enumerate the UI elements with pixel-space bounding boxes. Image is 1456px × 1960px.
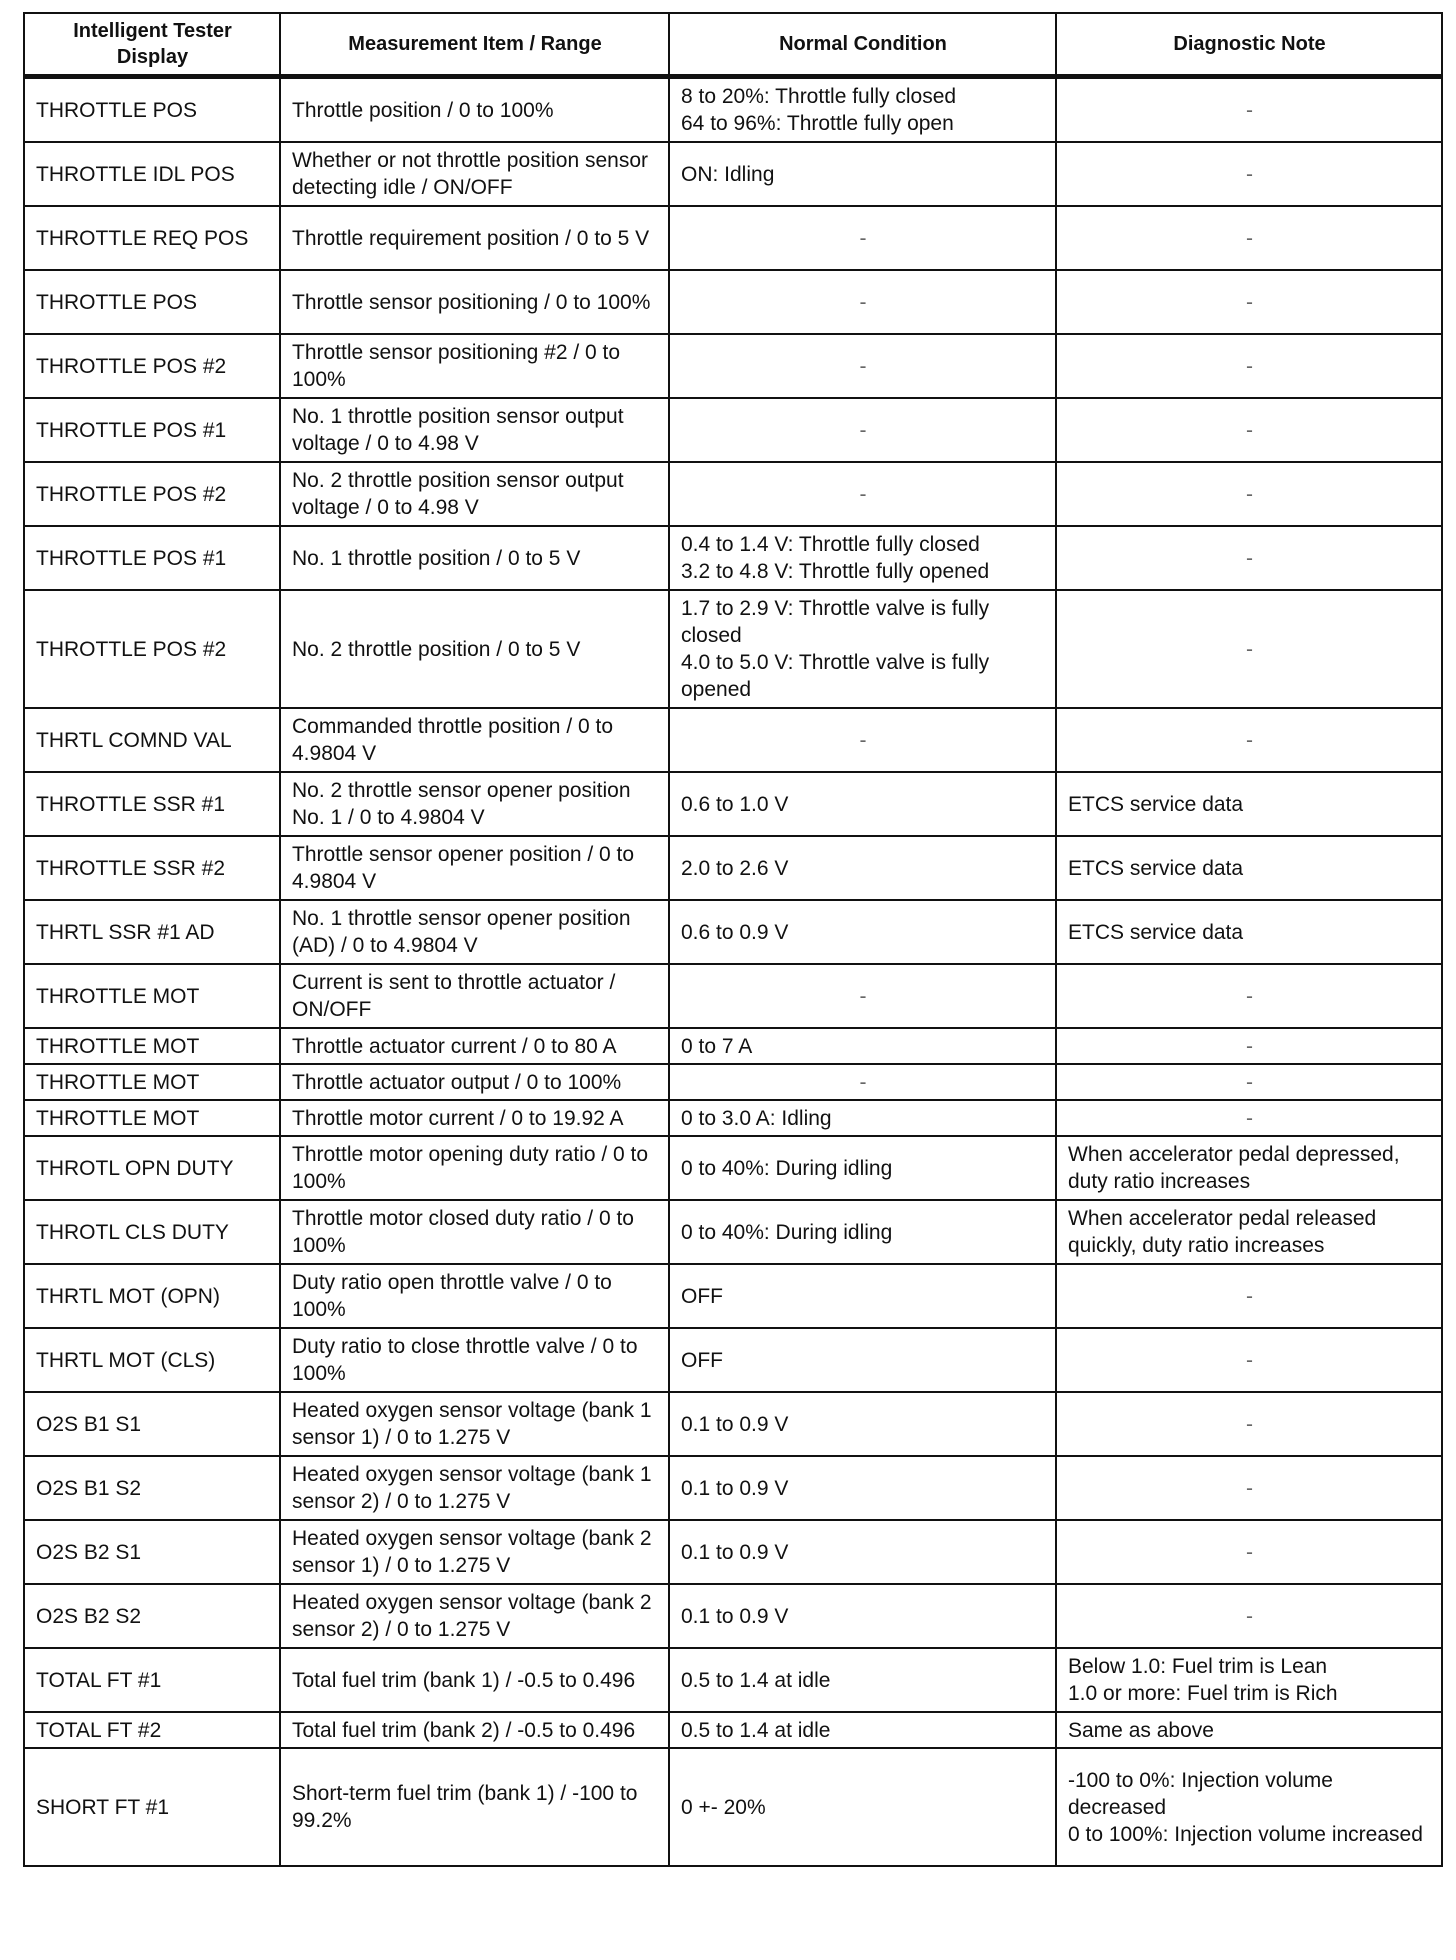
measurement-item-cell (280, 1456, 669, 1520)
cell-text: No. 1 throttle position / 0 to 5 V (292, 546, 581, 570)
table-row (24, 964, 1442, 1028)
cell-text: ETCS service data (1068, 792, 1244, 816)
measurement-item-cell (280, 590, 669, 708)
tester-display-cell (24, 1584, 280, 1648)
cell-text: SHORT FT #1 (36, 1795, 170, 1819)
diagnostic-note-cell (1056, 206, 1442, 270)
cell-text: O2S B2 S1 (36, 1540, 142, 1564)
cell-text: Same as above (1068, 1718, 1214, 1742)
tester-display-cell (24, 77, 280, 143)
cell-text: -100 to 0%: Injection volume decreased 0 to 100%: Injection volume increased (1068, 1768, 1423, 1846)
cell-text: When accelerator pedal depressed, duty ratio increases (1068, 1143, 1400, 1193)
cell-text: - (1246, 1412, 1253, 1436)
cell-text: OFF (681, 1348, 723, 1372)
cell-text: - (1246, 637, 1253, 661)
cell-text: THROTTLE POS #2 (36, 637, 227, 661)
tester-display-cell (24, 1136, 280, 1200)
table-row (24, 1392, 1442, 1456)
table-row (24, 772, 1442, 836)
normal-condition-cell (669, 1064, 1056, 1100)
cell-text: Commanded throttle position / 0 to 4.9804 V (292, 715, 614, 765)
cell-text: - (1246, 354, 1253, 378)
diagnostic-note-cell (1056, 270, 1442, 334)
tester-display-cell (24, 398, 280, 462)
normal-condition-cell (669, 964, 1056, 1028)
diagnostic-note-cell (1056, 77, 1442, 143)
header-tester-display: Intelligent Tester Display (24, 13, 280, 77)
table-row (24, 836, 1442, 900)
diagnostic-note-cell (1056, 1712, 1442, 1748)
normal-condition-cell (669, 1100, 1056, 1136)
normal-condition-cell (669, 900, 1056, 964)
table-row (24, 1520, 1442, 1584)
cell-text: - (1246, 984, 1253, 1008)
cell-text: TOTAL FT #2 (36, 1718, 162, 1742)
cell-text: Throttle motor current / 0 to 19.92 A (292, 1106, 624, 1130)
normal-condition-cell (669, 1520, 1056, 1584)
table-row (24, 1064, 1442, 1100)
cell-text: Short-term fuel trim (bank 1) / -100 to 99.2% (292, 1782, 638, 1832)
cell-text: Total fuel trim (bank 2) / -0.5 to 0.496 (292, 1718, 636, 1742)
measurement-item-cell (280, 270, 669, 334)
cell-text: - (1246, 1540, 1253, 1564)
table-row (24, 206, 1442, 270)
normal-condition-cell (669, 772, 1056, 836)
tester-display-cell (24, 964, 280, 1028)
diagnostic-note-cell (1056, 142, 1442, 206)
table-row (24, 1456, 1442, 1520)
diagnostic-note-cell (1056, 1064, 1442, 1100)
cell-text: THROTTLE SSR #1 (36, 792, 226, 816)
cell-text: When accelerator pedal released quickly, duty ratio increases (1068, 1207, 1377, 1257)
measurement-item-cell (280, 964, 669, 1028)
cell-text: No. 2 throttle position sensor output voltage / 0 to 4.98 V (292, 469, 624, 519)
normal-condition-cell (669, 142, 1056, 206)
cell-text: - (859, 482, 867, 506)
diagnostic-note-cell (1056, 526, 1442, 590)
diagnostic-note-cell (1056, 900, 1442, 964)
diagnostic-note-cell (1056, 1028, 1442, 1064)
table-row (24, 1136, 1442, 1200)
cell-text: THROTTLE IDL POS (36, 162, 235, 186)
cell-text: Throttle motor opening duty ratio / 0 to 100% (292, 1143, 649, 1193)
normal-condition-cell (669, 1456, 1056, 1520)
tester-display-cell (24, 270, 280, 334)
table-row (24, 1028, 1442, 1064)
cell-text: - (859, 354, 867, 378)
cell-text: 1.7 to 2.9 V: Throttle valve is fully closed 4.0 to 5.0 V: Throttle valve is fully opened (681, 597, 990, 701)
cell-text: 8 to 20%: Throttle fully closed 64 to 96%: Throttle fully open (681, 85, 957, 135)
cell-text: 0.1 to 0.9 V (681, 1412, 789, 1436)
table-row (24, 270, 1442, 334)
cell-text: 0.6 to 0.9 V (681, 920, 789, 944)
cell-text: - (1246, 162, 1253, 186)
diagnostic-data-table (23, 12, 1443, 1867)
header-diagnostic-note: Diagnostic Note (1056, 13, 1442, 77)
normal-condition-cell (669, 708, 1056, 772)
normal-condition-cell (669, 1328, 1056, 1392)
cell-text: No. 1 throttle sensor opener position (AD) / 0 to 4.9804 V (292, 907, 631, 957)
cell-text: OFF (681, 1284, 723, 1308)
cell-text: Throttle sensor opener position / 0 to 4.9804 V (292, 843, 635, 893)
cell-text: - (1246, 1476, 1253, 1500)
cell-text: - (859, 1070, 867, 1094)
cell-text: THRTL COMND VAL (36, 728, 232, 752)
measurement-item-cell (280, 1648, 669, 1712)
cell-text: 0.6 to 1.0 V (681, 792, 789, 816)
tester-display-cell (24, 1328, 280, 1392)
cell-text: O2S B2 S2 (36, 1604, 142, 1628)
cell-text: THROTTLE POS (36, 290, 198, 314)
table-row (24, 1748, 1442, 1866)
cell-text: THROTTLE POS #1 (36, 546, 227, 570)
cell-text: No. 1 throttle position sensor output voltage / 0 to 4.98 V (292, 405, 624, 455)
table-row (24, 1200, 1442, 1264)
diagnostic-note-cell (1056, 1392, 1442, 1456)
measurement-item-cell (280, 398, 669, 462)
normal-condition-cell (669, 398, 1056, 462)
table-row (24, 1100, 1442, 1136)
cell-text: THRTL MOT (CLS) (36, 1348, 216, 1372)
normal-condition-cell (669, 77, 1056, 143)
tester-display-cell (24, 1456, 280, 1520)
tester-display-cell (24, 334, 280, 398)
table-row (24, 526, 1442, 590)
cell-text: THROTL OPN DUTY (36, 1156, 234, 1180)
cell-text: TOTAL FT #1 (36, 1668, 162, 1692)
normal-condition-cell (669, 206, 1056, 270)
measurement-item-cell (280, 1200, 669, 1264)
tester-display-cell (24, 1100, 280, 1136)
cell-text: - (1246, 226, 1253, 250)
cell-text: - (1246, 1034, 1253, 1058)
cell-text: THROTTLE MOT (36, 1106, 200, 1130)
cell-text: THROTTLE REQ POS (36, 226, 249, 250)
diagnostic-note-cell (1056, 1520, 1442, 1584)
normal-condition-cell (669, 1392, 1056, 1456)
cell-text: - (1246, 1348, 1253, 1372)
cell-text: Throttle position / 0 to 100% (292, 98, 554, 122)
cell-text: 0 to 40%: During idling (681, 1156, 893, 1180)
normal-condition-cell (669, 526, 1056, 590)
cell-text: Throttle sensor positioning / 0 to 100% (292, 290, 651, 314)
table-row (24, 398, 1442, 462)
diagnostic-note-cell (1056, 1264, 1442, 1328)
cell-text: THRTL MOT (OPN) (36, 1284, 220, 1308)
tester-display-cell (24, 836, 280, 900)
header-normal-condition: Normal Condition (669, 13, 1056, 77)
diagnostic-note-cell (1056, 1200, 1442, 1264)
cell-text: THROTTLE MOT (36, 1070, 200, 1094)
tester-display-cell (24, 708, 280, 772)
cell-text: - (1246, 418, 1253, 442)
cell-text: Heated oxygen sensor voltage (bank 1 sensor 2) / 0 to 1.275 V (292, 1463, 652, 1513)
cell-text: ON: Idling (681, 162, 775, 186)
measurement-item-cell (280, 1584, 669, 1648)
tester-display-cell (24, 1028, 280, 1064)
tester-display-cell (24, 142, 280, 206)
diagnostic-note-cell (1056, 590, 1442, 708)
measurement-item-cell (280, 772, 669, 836)
diagnostic-note-cell (1056, 1456, 1442, 1520)
cell-text: ETCS service data (1068, 920, 1244, 944)
diagnostic-note-cell (1056, 1748, 1442, 1866)
tester-display-cell (24, 1392, 280, 1456)
normal-condition-cell (669, 334, 1056, 398)
cell-text: Throttle motor closed duty ratio / 0 to 100% (292, 1207, 634, 1257)
measurement-item-cell (280, 1328, 669, 1392)
measurement-item-cell (280, 900, 669, 964)
cell-text: - (859, 728, 867, 752)
cell-text: 0 to 7 A (681, 1034, 753, 1058)
tester-display-cell (24, 1264, 280, 1328)
cell-text: 2.0 to 2.6 V (681, 856, 789, 880)
tester-display-cell (24, 1648, 280, 1712)
normal-condition-cell (669, 270, 1056, 334)
measurement-item-cell (280, 526, 669, 590)
cell-text: O2S B1 S1 (36, 1412, 142, 1436)
diagnostic-note-cell (1056, 1648, 1442, 1712)
measurement-item-cell (280, 1264, 669, 1328)
tester-display-cell (24, 590, 280, 708)
cell-text: Heated oxygen sensor voltage (bank 2 sensor 2) / 0 to 1.275 V (292, 1591, 652, 1641)
diagnostic-note-cell (1056, 462, 1442, 526)
cell-text: ETCS service data (1068, 856, 1244, 880)
normal-condition-cell (669, 1748, 1056, 1866)
cell-text: - (1246, 290, 1253, 314)
tester-display-cell (24, 1712, 280, 1748)
cell-text: Below 1.0: Fuel trim is Lean 1.0 or more: Fuel trim is Rich (1068, 1655, 1338, 1705)
cell-text: Throttle actuator current / 0 to 80 A (292, 1034, 617, 1058)
diagnostic-note-cell (1056, 1136, 1442, 1200)
measurement-item-cell (280, 462, 669, 526)
cell-text: - (1246, 1284, 1253, 1308)
table-row (24, 1328, 1442, 1392)
diagnostic-note-cell (1056, 1584, 1442, 1648)
tester-display-cell (24, 772, 280, 836)
measurement-item-cell (280, 1392, 669, 1456)
cell-text: 0 to 40%: During idling (681, 1220, 893, 1244)
cell-text: THROTTLE POS (36, 98, 198, 122)
cell-text: 0.5 to 1.4 at idle (681, 1718, 831, 1742)
table-row (24, 1712, 1442, 1748)
measurement-item-cell (280, 1100, 669, 1136)
cell-text: - (1246, 728, 1253, 752)
diagnostic-note-cell (1056, 398, 1442, 462)
cell-text: Throttle actuator output / 0 to 100% (292, 1070, 622, 1094)
measurement-item-cell (280, 1136, 669, 1200)
cell-text: Current is sent to throttle actuator / ON/OFF (292, 971, 616, 1021)
cell-text: THROTTLE MOT (36, 984, 200, 1008)
measurement-item-cell (280, 1748, 669, 1866)
cell-text: - (859, 984, 867, 1008)
cell-text: THROTTLE POS #1 (36, 418, 227, 442)
measurement-item-cell (280, 206, 669, 270)
cell-text: THROTTLE MOT (36, 1034, 200, 1058)
tester-display-cell (24, 1200, 280, 1264)
cell-text: Total fuel trim (bank 1) / -0.5 to 0.496 (292, 1668, 636, 1692)
tester-display-cell (24, 1064, 280, 1100)
cell-text: - (1246, 1070, 1253, 1094)
cell-text: 0.5 to 1.4 at idle (681, 1668, 831, 1692)
cell-text: Throttle sensor positioning #2 / 0 to 100% (292, 341, 621, 391)
normal-condition-cell (669, 1584, 1056, 1648)
cell-text: - (859, 226, 867, 250)
normal-condition-cell (669, 1136, 1056, 1200)
cell-text: THROTTLE POS #2 (36, 482, 227, 506)
measurement-item-cell (280, 77, 669, 143)
cell-text: Whether or not throttle position sensor detecting idle / ON/OFF (292, 149, 649, 199)
table-row (24, 142, 1442, 206)
diagnostic-note-cell (1056, 1328, 1442, 1392)
tester-display-cell (24, 526, 280, 590)
diagnostic-note-cell (1056, 964, 1442, 1028)
cell-text: THROTL CLS DUTY (36, 1220, 229, 1244)
normal-condition-cell (669, 1200, 1056, 1264)
cell-text: No. 2 throttle position / 0 to 5 V (292, 637, 581, 661)
diagnostic-note-cell (1056, 1100, 1442, 1136)
measurement-item-cell (280, 708, 669, 772)
cell-text: 0.1 to 0.9 V (681, 1476, 789, 1500)
cell-text: O2S B1 S2 (36, 1476, 142, 1500)
normal-condition-cell (669, 462, 1056, 526)
cell-text: - (1246, 482, 1253, 506)
table-body (24, 77, 1442, 1867)
measurement-item-cell (280, 1520, 669, 1584)
measurement-item-cell (280, 1064, 669, 1100)
cell-text: Duty ratio to close throttle valve / 0 to 100% (292, 1335, 638, 1385)
cell-text: - (1246, 1106, 1253, 1130)
header-row (24, 13, 1442, 77)
normal-condition-cell (669, 1712, 1056, 1748)
normal-condition-cell (669, 590, 1056, 708)
cell-text: THROTTLE POS #2 (36, 354, 227, 378)
cell-text: 0 +- 20% (681, 1795, 766, 1819)
cell-text: - (1246, 546, 1253, 570)
measurement-item-cell (280, 142, 669, 206)
cell-text: 0.1 to 0.9 V (681, 1604, 789, 1628)
normal-condition-cell (669, 1648, 1056, 1712)
table-row (24, 462, 1442, 526)
cell-text: - (859, 290, 867, 314)
diagnostic-note-cell (1056, 772, 1442, 836)
cell-text: - (1246, 98, 1253, 122)
table-row (24, 77, 1442, 143)
normal-condition-cell (669, 1028, 1056, 1064)
diagnostic-note-cell (1056, 708, 1442, 772)
normal-condition-cell (669, 1264, 1056, 1328)
cell-text: 0.4 to 1.4 V: Throttle fully closed 3.2 to 4.8 V: Throttle fully opened (681, 533, 990, 583)
diagnostic-note-cell (1056, 334, 1442, 398)
cell-text: THROTTLE SSR #2 (36, 856, 226, 880)
tester-display-cell (24, 462, 280, 526)
tester-display-cell (24, 1520, 280, 1584)
table-row (24, 1584, 1442, 1648)
cell-text: - (859, 418, 867, 442)
table-row (24, 900, 1442, 964)
cell-text: Heated oxygen sensor voltage (bank 1 sensor 1) / 0 to 1.275 V (292, 1399, 652, 1449)
measurement-item-cell (280, 1712, 669, 1748)
table-row (24, 1648, 1442, 1712)
diagnostic-note-cell (1056, 836, 1442, 900)
measurement-item-cell (280, 1028, 669, 1064)
cell-text: Duty ratio open throttle valve / 0 to 100% (292, 1271, 612, 1321)
table-row (24, 590, 1442, 708)
measurement-item-cell (280, 836, 669, 900)
cell-text: - (1246, 1604, 1253, 1628)
cell-text: No. 2 throttle sensor opener position No. 1 / 0 to 4.9804 V (292, 779, 631, 829)
normal-condition-cell (669, 836, 1056, 900)
table-row (24, 1264, 1442, 1328)
cell-text: THRTL SSR #1 AD (36, 920, 215, 944)
header-measurement-item: Measurement Item / Range (280, 13, 669, 77)
cell-text: 0.1 to 0.9 V (681, 1540, 789, 1564)
tester-display-cell (24, 900, 280, 964)
cell-text: Throttle requirement position / 0 to 5 V (292, 226, 650, 250)
tester-display-cell (24, 206, 280, 270)
measurement-item-cell (280, 334, 669, 398)
table-row (24, 334, 1442, 398)
cell-text: Heated oxygen sensor voltage (bank 2 sensor 1) / 0 to 1.275 V (292, 1527, 652, 1577)
tester-display-cell (24, 1748, 280, 1866)
table-header (24, 13, 1442, 77)
cell-text: 0 to 3.0 A: Idling (681, 1106, 832, 1130)
table-row (24, 708, 1442, 772)
